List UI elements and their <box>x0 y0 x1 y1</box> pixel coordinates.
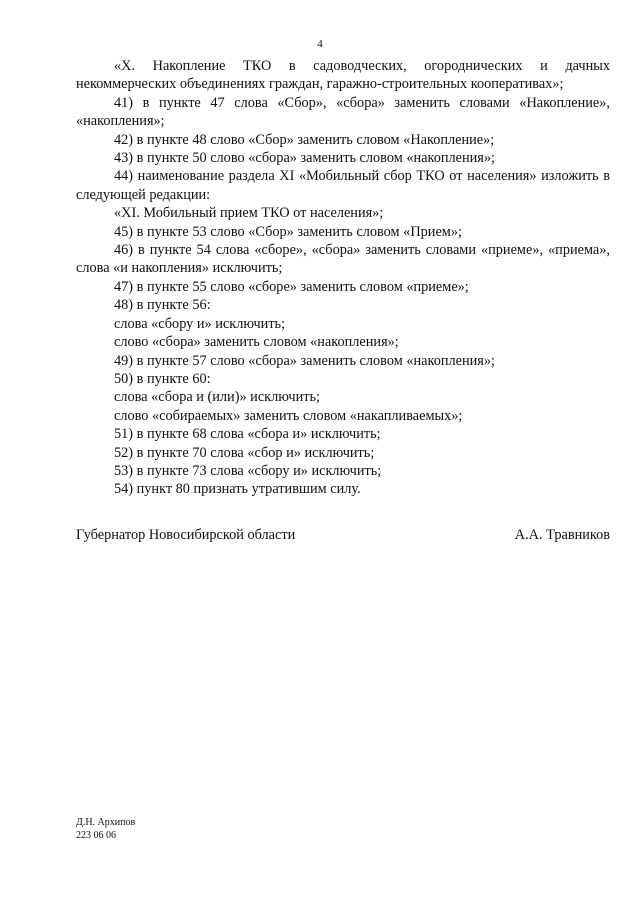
paragraph: 43) в пункте 50 слово «сбора» заменить словом «накопления»; <box>114 150 495 167</box>
paragraph: 48) в пункте 56: <box>114 297 211 314</box>
paragraph: слово «собираемых» заменить словом «накапливаемых»; <box>114 407 463 424</box>
paragraph: «X. Накопление ТКО в садоводческих, огороднических и дачных некоммерческих объединениях граждан, гаражно-строительных кооперативах»; <box>76 58 610 93</box>
signatory-title: Губернатор Новосибирской области <box>76 527 296 543</box>
paragraph: 46) в пункте 54 слова «сборе», «сбора» заменить словами «приеме», «приема», слова «и накопления» исключить; <box>76 242 610 277</box>
footer <box>76 816 135 842</box>
paragraph: слово «сбора» заменить словом «накопления»; <box>114 334 399 351</box>
paragraph: 52) в пункте 70 слова «сбор и» исключить; <box>114 444 375 461</box>
paragraph: 51) в пункте 68 слова «сбора и» исключить; <box>114 426 381 443</box>
paragraph: 45) в пункте 53 слово «Сбор» заменить словом «Прием»; <box>114 223 462 240</box>
author-name: Д.Н. Архипов <box>76 817 136 828</box>
paragraph: 41) в пункте 47 слова «Сбор», «сбора» заменить словами «Накопление», «накопления»; <box>76 94 610 130</box>
paragraph: слова «сбора и (или)» исключить; <box>114 389 320 406</box>
paragraph: 47) в пункте 55 слово «сборе» заменить словом «приеме»; <box>114 278 469 295</box>
paragraph: 50) в пункте 60: <box>114 370 211 387</box>
author-phone: 223 06 06 <box>76 830 116 841</box>
paragraph: слова «сбору и» исключить; <box>114 315 286 332</box>
paragraph: «XI. Мобильный прием ТКО от населения»; <box>114 205 384 222</box>
signature-block <box>76 527 610 544</box>
paragraph: 42) в пункте 48 слово «Сбор» заменить словом «Накопление»; <box>114 131 495 148</box>
paragraph: 54) пункт 80 признать утратившим силу. <box>114 481 361 498</box>
paragraph: 53) в пункте 73 слова «сбору и» исключить; <box>114 462 382 479</box>
signatory-name: А.А. Травников <box>514 527 610 543</box>
page-number: 4 <box>317 38 323 50</box>
paragraph: 49) в пункте 57 слово «сбора» заменить словом «накопления»; <box>114 352 495 369</box>
paragraph: 44) наименование раздела XI «Мобильный сбор ТКО от населения» изложить в следующей редакции: <box>76 168 610 203</box>
document-body <box>76 57 610 499</box>
